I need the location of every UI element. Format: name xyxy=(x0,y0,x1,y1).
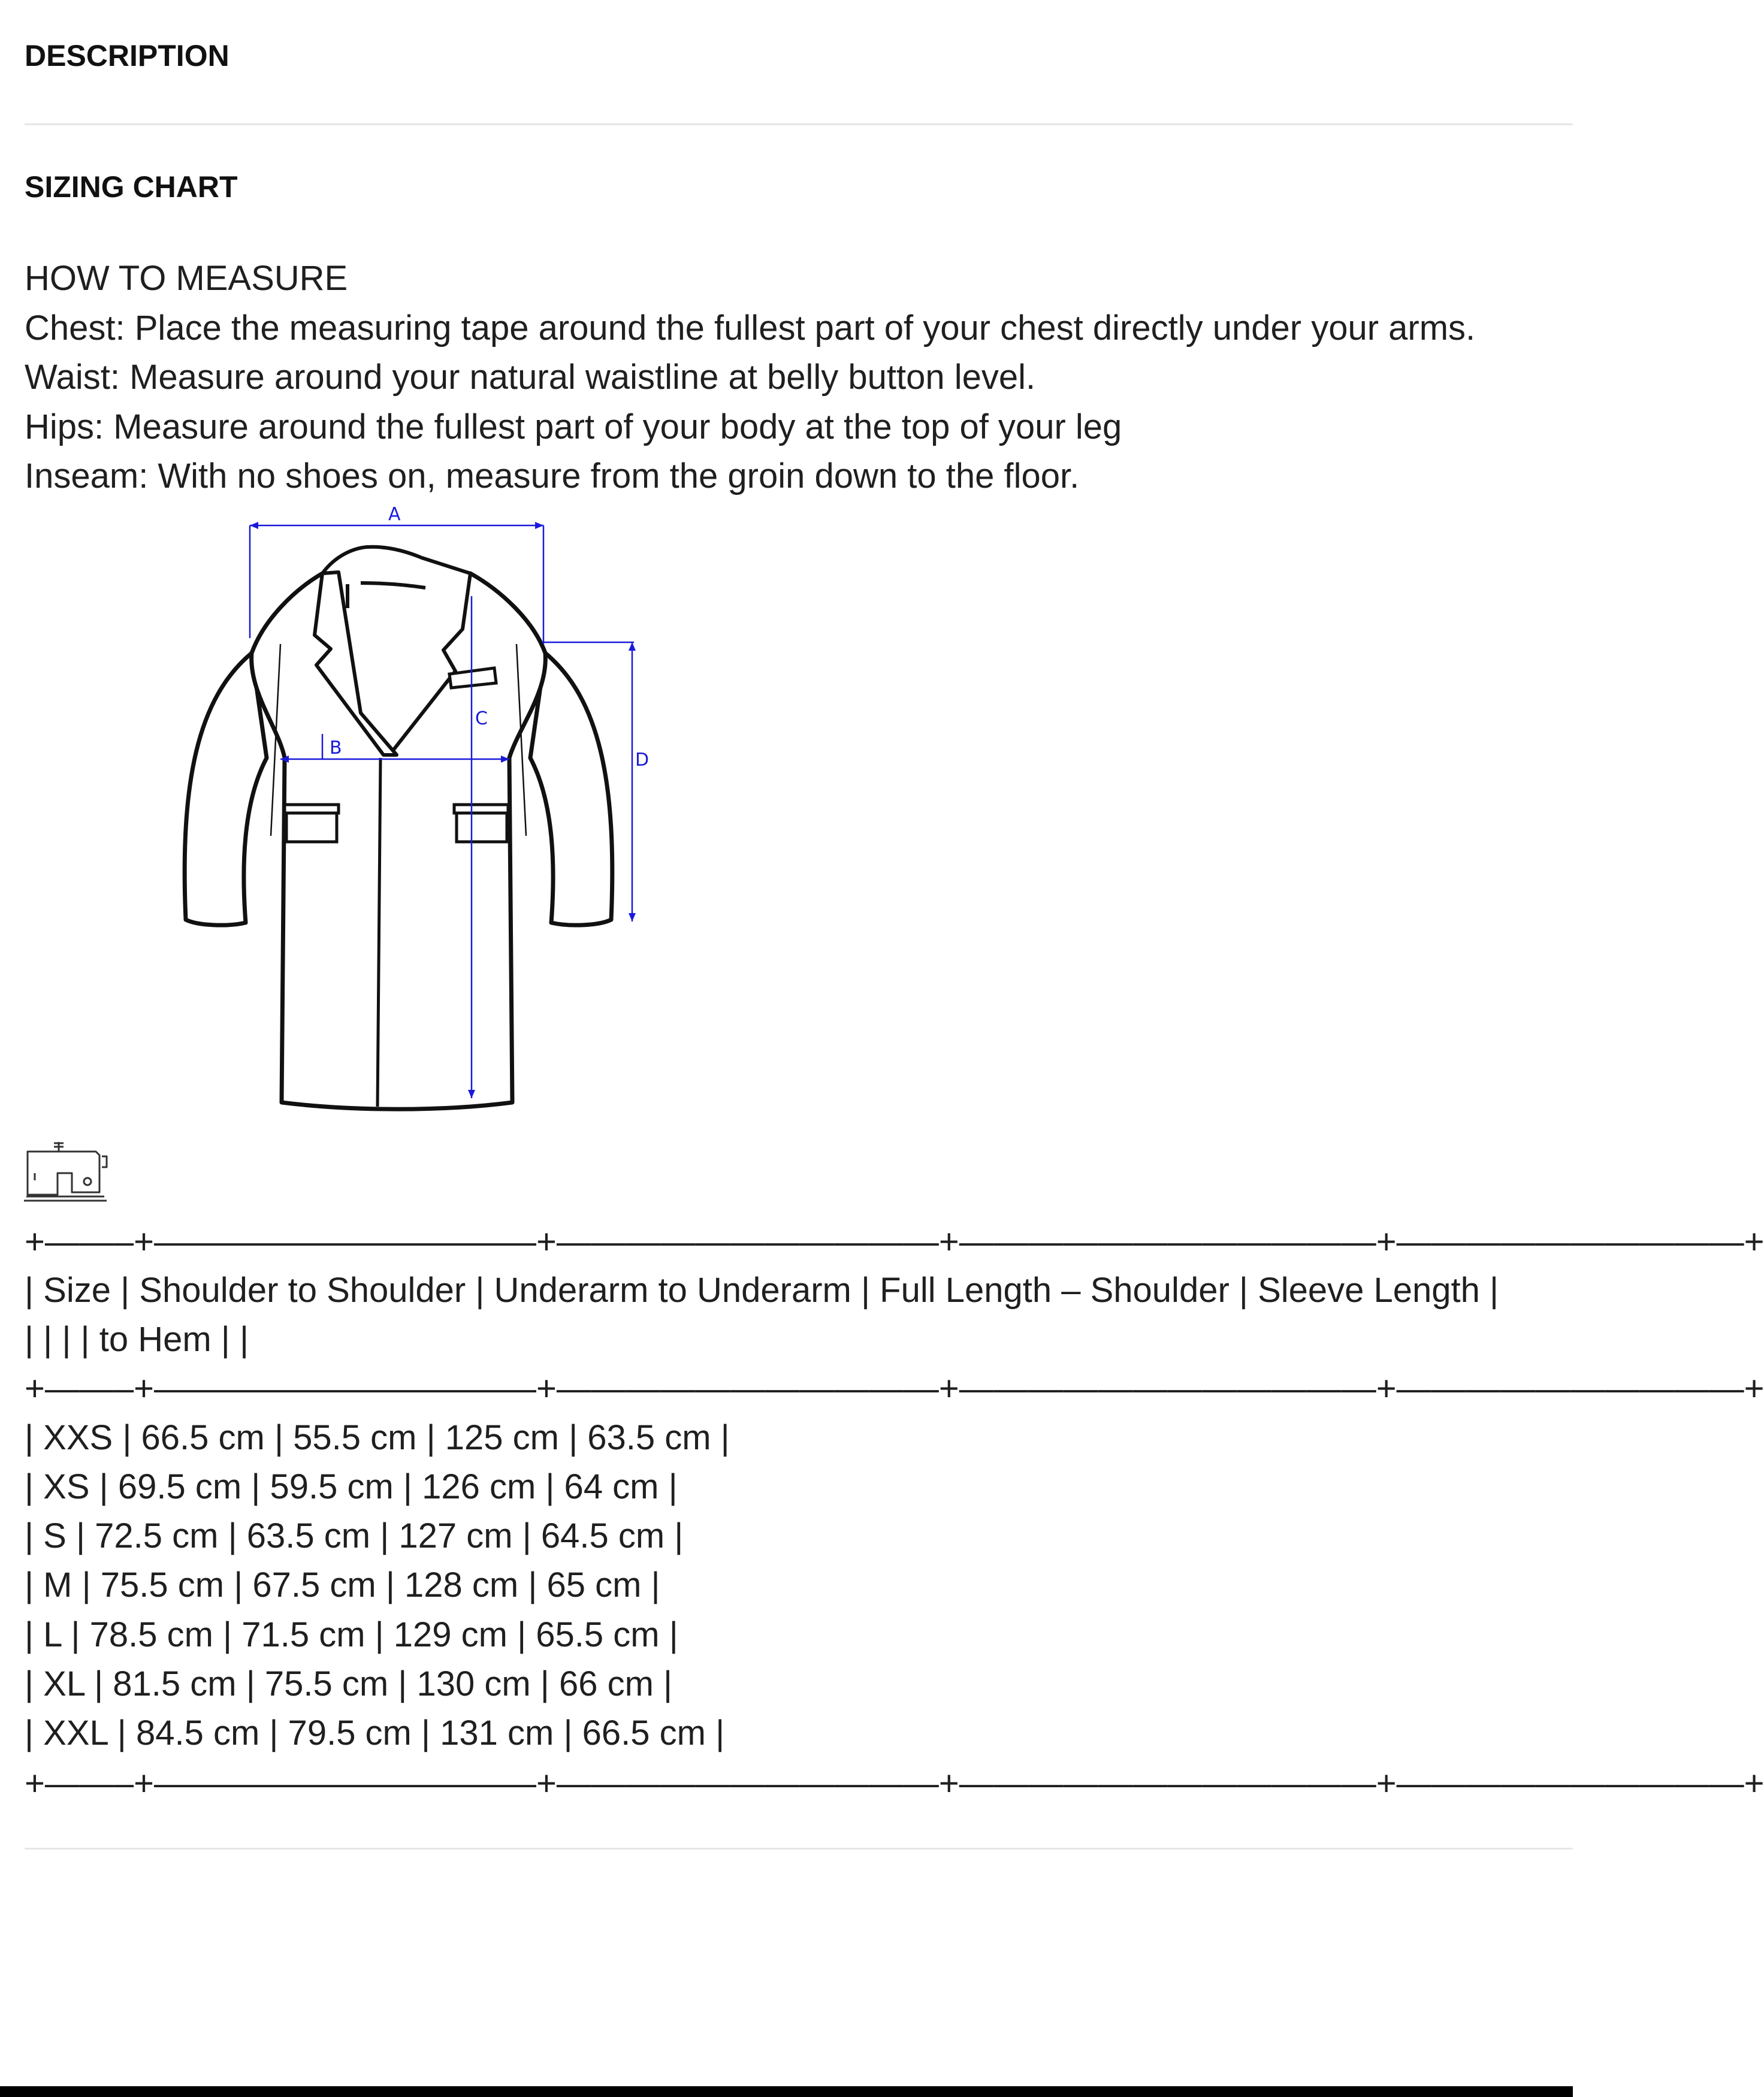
table-row: | M | 75.5 cm | 67.5 cm | 128 cm | 65 cm | xyxy=(25,1566,660,1605)
description-heading[interactable]: DESCRIPTION xyxy=(25,39,229,72)
sizing-chart-heading[interactable]: SIZING CHART xyxy=(25,170,238,204)
label-c: C xyxy=(475,708,488,729)
table-header-line-2: | | | | to Hem | | xyxy=(25,1320,249,1359)
label-b: B xyxy=(330,738,342,759)
inseam-instruction: Inseam: With no shoes on, measure from the groin down to the floor. xyxy=(25,457,1080,495)
coat-measurement-diagram xyxy=(174,500,683,1111)
table-separator: +——–+———————————+———————————+————————————+——————————+ xyxy=(25,1222,1764,1261)
table-row: | XXS | 66.5 cm | 55.5 cm | 125 cm | 63.5 cm | xyxy=(25,1418,730,1457)
waist-instruction: Waist: Measure around your natural waistline at belly button level. xyxy=(25,358,1036,397)
bottom-bar xyxy=(0,2086,1573,2097)
section-divider xyxy=(25,123,1573,125)
table-row: | XL | 81.5 cm | 75.5 cm | 130 cm | 66 cm | xyxy=(25,1664,673,1703)
section-divider xyxy=(25,1848,1573,1850)
how-to-measure-title: HOW TO MEASURE xyxy=(25,259,348,298)
label-d: D xyxy=(635,750,650,770)
table-header-line-1: | Size | Shoulder to Shoulder | Underarm to Underarm | Full Length – Shoulder | Sleeve Length | xyxy=(25,1271,1499,1310)
table-row: | L | 78.5 cm | 71.5 cm | 129 cm | 65.5 cm | xyxy=(25,1615,678,1654)
table-separator: +——–+———————————+———————————+————————————+——————————+ xyxy=(25,1369,1764,1408)
table-row: | XXL | 84.5 cm | 79.5 cm | 131 cm | 66.5 cm | xyxy=(25,1714,725,1752)
label-a: A xyxy=(388,504,401,525)
chest-instruction: Chest: Place the measuring tape around the fullest part of your chest directly under your arms. xyxy=(25,309,1476,348)
sewing-machine-icon xyxy=(23,1138,110,1204)
hips-instruction: Hips: Measure around the fullest part of your body at the top of your leg xyxy=(25,407,1122,446)
table-row: | S | 72.5 cm | 63.5 cm | 127 cm | 64.5 cm | xyxy=(25,1516,684,1555)
table-separator: +——–+———————————+———————————+————————————+——————————+ xyxy=(25,1764,1764,1803)
table-row: | XS | 69.5 cm | 59.5 cm | 126 cm | 64 cm | xyxy=(25,1467,678,1506)
